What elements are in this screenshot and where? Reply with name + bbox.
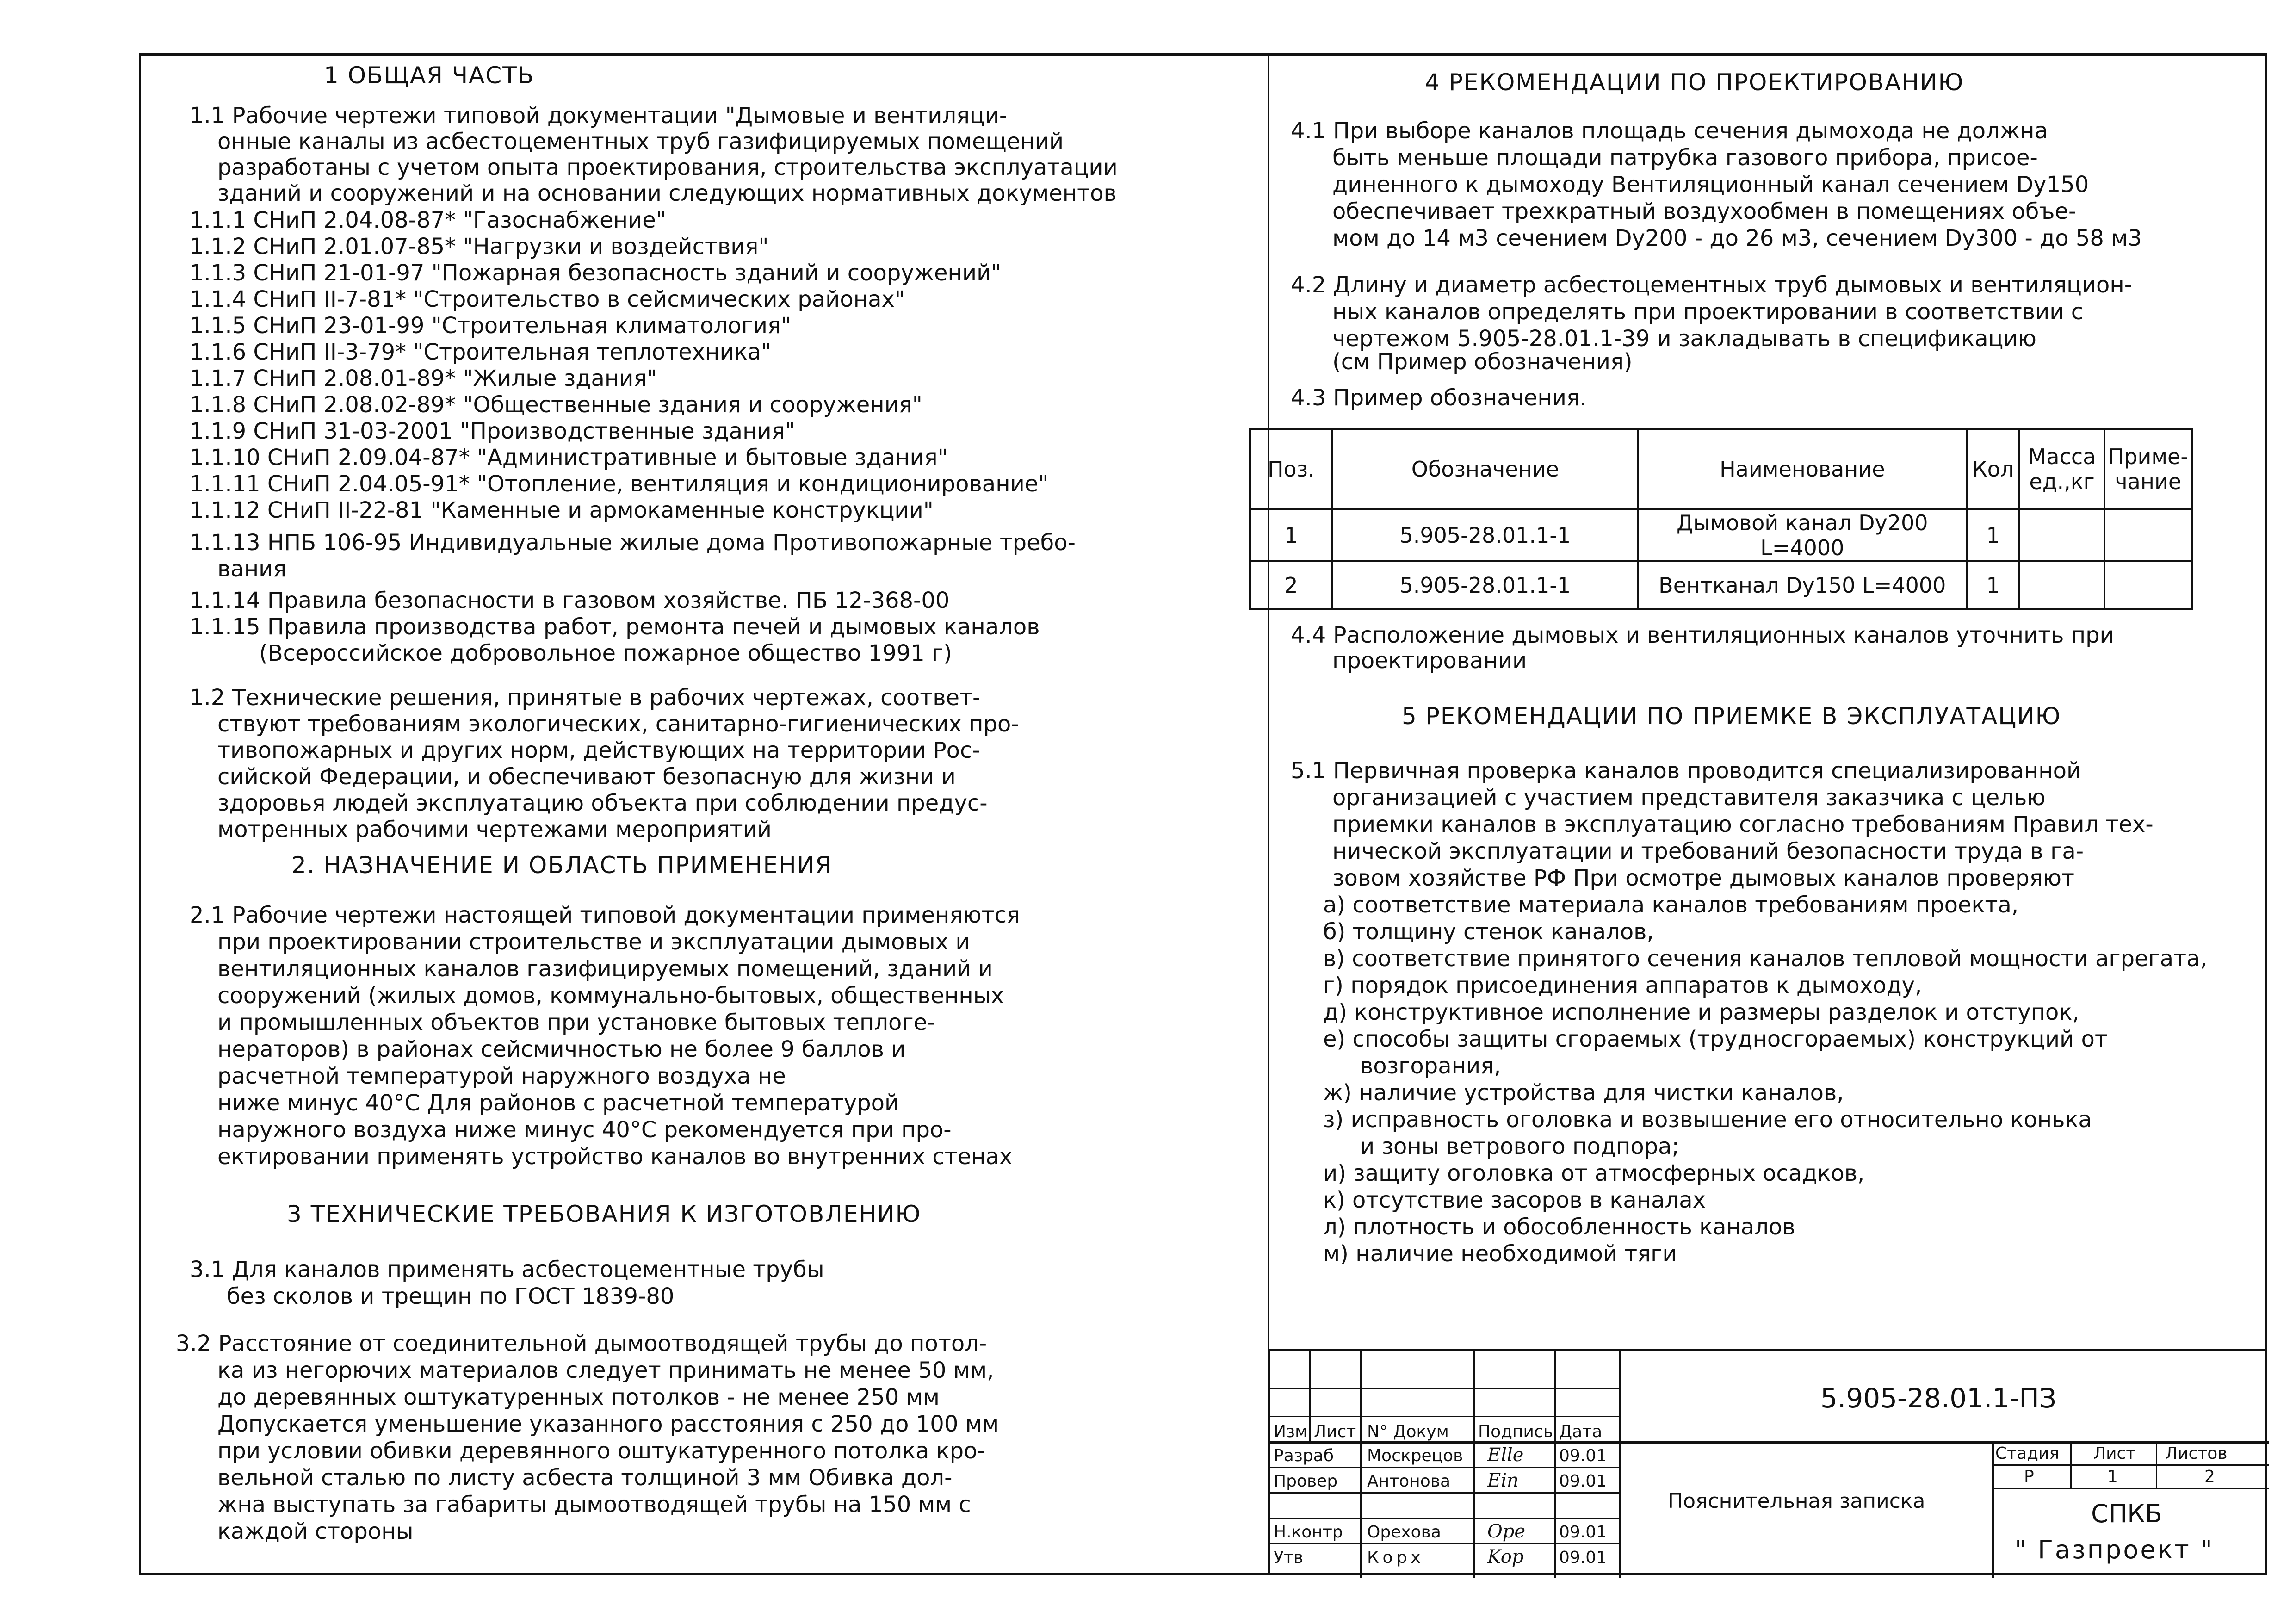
stamp-line: [1621, 1441, 2269, 1444]
check-item: и зоны ветрового подпора;: [1360, 1134, 1679, 1159]
norm-item: 1.1.7 СНиП 2.08.01-89* "Жилые здания": [190, 366, 657, 391]
specification-table: [1249, 428, 2193, 610]
check-item: ж) наличие устройства для чистки каналов,: [1323, 1080, 1844, 1106]
sheet-label: Лист: [2093, 1444, 2136, 1463]
heading-technical: 3 ТЕХНИЧЕСКИЕ ТРЕБОВАНИЯ К ИЗГОТОВЛЕНИЮ: [287, 1201, 922, 1227]
stamp-line: [1270, 1441, 1621, 1444]
stamp-line: [2070, 1441, 2072, 1488]
paragraph-4-3: 4.3 Пример обозначения.: [1291, 385, 1587, 411]
table-row: 2 5.905-28.01.1-1 Вентканал Dy150 L=4000 1: [1250, 561, 2192, 609]
role-checker: Провер: [1274, 1472, 1338, 1491]
role-developer: Разраб: [1274, 1446, 1334, 1465]
norm-item: 1.1.2 СНиП 2.01.07-85* "Нагрузки и воздействия": [190, 234, 769, 260]
signature-norm-control: Ope: [1487, 1521, 1526, 1542]
stamp-line: [1473, 1351, 1475, 1578]
check-item: г) порядок присоединения аппаратов к дымоходу,: [1323, 973, 1922, 998]
check-item: б) толщину стенок каналов,: [1323, 919, 1654, 945]
col-name: Наименование: [1638, 429, 1967, 509]
col-note: Приме- чание: [2104, 429, 2192, 509]
stamp-line: [1360, 1351, 1362, 1578]
norm-item: вания: [217, 556, 287, 582]
col-signature: Подпись: [1478, 1422, 1553, 1441]
check-item: в) соответствие принятого сечения каналов тепловой мощности агрегата,: [1323, 946, 2207, 972]
role-approved: Утв: [1274, 1548, 1304, 1567]
signature-approved: Kop: [1487, 1546, 1524, 1568]
col-mass: Масса ед.,кг: [2019, 429, 2104, 509]
column-divider: [1268, 53, 1269, 1349]
date-checker: 09.01: [1559, 1472, 1607, 1491]
check-item: к) отсутствие засоров в каналах: [1323, 1187, 1706, 1213]
stamp-line: [1270, 1416, 1621, 1417]
norm-item: 1.1.9 СНиП 31-03-2001 "Производственные здания": [190, 418, 795, 444]
stamp-line: [1309, 1351, 1311, 1444]
col-change: Изм: [1274, 1422, 1308, 1441]
check-item: возгорания,: [1360, 1053, 1501, 1079]
date-approved: 09.01: [1559, 1548, 1607, 1567]
norm-item: 1.1.15 Правила производства работ, ремонта печей и дымовых каналов: [190, 614, 1040, 640]
stamp-line: [1270, 1518, 1621, 1519]
check-item: л) плотность и обособленность каналов: [1323, 1214, 1795, 1240]
check-item: е) способы защиты сгораемых (трудносгораемых) конструкций от: [1323, 1026, 2108, 1052]
date-developer: 09.01: [1559, 1446, 1607, 1465]
norm-item: 1.1.11 СНиП 2.04.05-91* "Отопление, вентиляция и кондиционирование": [190, 471, 1049, 497]
norm-item: 1.1.4 СНиП II-7-81* "Строительство в сейсмических районах": [190, 286, 905, 312]
check-item: д) конструктивное исполнение и размеры разделок и отступок,: [1323, 999, 2079, 1025]
name-approved: Корх: [1367, 1548, 1424, 1567]
norm-item: 1.1.13 НПБ 106-95 Индивидуальные жилые дома Противопожарные требо-: [190, 530, 1076, 556]
heading-design-recommendations: 4 РЕКОМЕНДАЦИИ ПО ПРОЕКТИРОВАНИЮ: [1425, 69, 1964, 96]
heading-acceptance: 5 РЕКОМЕНДАЦИИ ПО ПРИЕМКЕ В ЭКСПЛУАТАЦИЮ: [1402, 703, 2061, 730]
norm-item: 1.1.12 СНиП II-22-81 "Каменные и армокаменные конструкции": [190, 497, 934, 523]
organization-name-2: " Газпроект ": [2015, 1535, 2214, 1564]
table-header-row: [1250, 429, 2192, 509]
document-title: Пояснительная записка: [1668, 1489, 1925, 1513]
stamp-line: [1992, 1464, 2269, 1466]
signature-developer: Elle: [1487, 1444, 1524, 1466]
heading-purpose: 2. НАЗНАЧЕНИЕ И ОБЛАСТЬ ПРИМЕНЕНИЯ: [291, 852, 832, 879]
stamp-line: [1992, 1488, 2269, 1489]
sheet-value: 1: [2107, 1467, 2118, 1486]
organization-name: СПКБ: [2091, 1499, 2162, 1528]
col-sheet: Лист: [1314, 1422, 1356, 1441]
stage-value: Р: [2024, 1467, 2034, 1486]
norm-item: 1.1.14 Правила безопасности в газовом хозяйстве. ПБ 12-368-00: [190, 588, 950, 614]
date-norm-control: 09.01: [1559, 1523, 1607, 1542]
stamp-line: [1554, 1351, 1556, 1578]
heading-general: 1 ОБЩАЯ ЧАСТЬ: [324, 62, 535, 89]
sheets-value: 2: [2204, 1467, 2215, 1486]
norm-item: 1.1.5 СНиП 23-01-99 "Строительная климатология": [190, 313, 791, 339]
col-quantity: Кол: [1967, 429, 2020, 509]
norm-item: 1.1.10 СНиП 2.09.04-87* "Административные и бытовые здания": [190, 445, 948, 471]
col-docnum: N° Докум: [1367, 1422, 1449, 1441]
table-row: 1 5.905-28.01.1-1 Дымовой канал Dy200 L=4000 1: [1250, 509, 2192, 561]
stamp-line: [1619, 1351, 1621, 1578]
stage-label: Стадия: [1995, 1444, 2060, 1463]
norm-item: 1.1.1 СНиП 2.04.08-87* "Газоснабжение": [190, 207, 666, 233]
stamp-line: [1270, 1492, 1621, 1494]
signature-checker: Ein: [1487, 1470, 1519, 1491]
check-item: а) соответствие материала каналов требованиям проекта,: [1323, 892, 2019, 918]
norm-item: 1.1.8 СНиП 2.08.02-89* "Общественные здания и сооружения": [190, 392, 922, 418]
col-position: Поз.: [1250, 429, 1332, 509]
role-norm-control: Н.контр: [1274, 1523, 1343, 1542]
check-item: з) исправность оголовка и возвышение его относительно конька: [1323, 1107, 2092, 1133]
sheets-label: Листов: [2165, 1444, 2228, 1463]
stamp-line: [1270, 1543, 1621, 1544]
norm-item: 1.1.3 СНиП 21-01-97 "Пожарная безопасность зданий и сооружений": [190, 260, 1002, 286]
stamp-line: [2156, 1441, 2157, 1488]
norm-item: 1.1.6 СНиП II-3-79* "Строительная теплотехника": [190, 339, 772, 365]
name-checker: Антонова: [1367, 1472, 1450, 1491]
stamp-line: [1992, 1441, 1994, 1578]
document-code: 5.905-28.01.1-ПЗ: [1820, 1382, 2057, 1414]
col-date: Дата: [1559, 1422, 1603, 1441]
stamp-line: [1270, 1388, 1621, 1389]
check-item: м) наличие необходимой тяги: [1323, 1241, 1677, 1267]
norm-item: (Всероссийское добровольное пожарное общество 1991 г): [259, 640, 953, 666]
col-designation: Обозначение: [1332, 429, 1638, 509]
name-norm-control: Орехова: [1367, 1523, 1441, 1542]
check-item: и) защиту оголовка от атмосферных осадков,: [1323, 1160, 1865, 1186]
title-block: [1268, 1349, 2267, 1575]
stamp-line: [1270, 1467, 1621, 1468]
name-developer: Москрецов: [1367, 1446, 1463, 1465]
